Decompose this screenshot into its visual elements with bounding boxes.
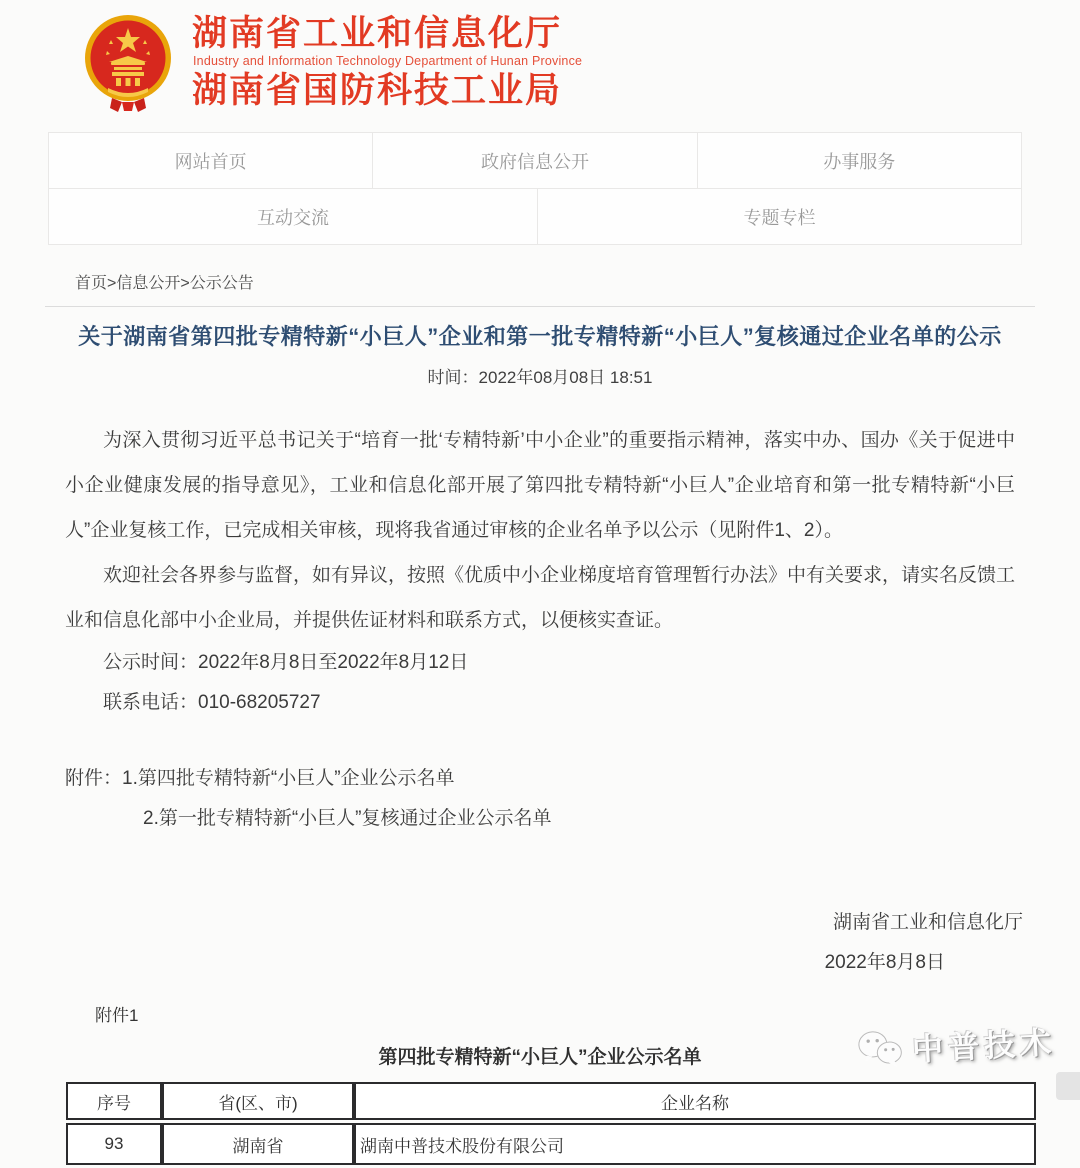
org-name-secondary: 湖南省国防科技工业局 bbox=[192, 70, 563, 110]
nav-item-home[interactable]: 网站首页 bbox=[48, 132, 373, 189]
nav-row-2 bbox=[48, 188, 1022, 245]
page bbox=[45, 0, 1035, 1168]
cell-province: 湖南省 bbox=[162, 1123, 354, 1165]
article-body bbox=[65, 418, 1015, 723]
annex-label: 附件1 bbox=[95, 1006, 139, 1025]
table-header-row bbox=[66, 1082, 1036, 1120]
attachments bbox=[65, 759, 1015, 839]
attachment-item-1: 1.第四批专精特新“小巨人”企业公示名单 bbox=[122, 768, 455, 789]
signature-date: 2022年8月8日 bbox=[824, 952, 945, 973]
scroll-widget-fragment[interactable] bbox=[1056, 1072, 1080, 1100]
table-row bbox=[66, 1123, 1036, 1165]
watermark-text: 中普技术 bbox=[911, 1024, 1057, 1068]
breadcrumb[interactable]: 首页>信息公开>公示公告 bbox=[45, 253, 1035, 307]
paragraph-2: 欢迎社会各界参与监督，如有异议，按照《优质中小企业梯度培育管理暂行办法》中有关要求，请实名反馈工业和信息化部中小企业局，并提供佐证材料和联系方式，以便核实查证。 bbox=[65, 565, 1016, 631]
nav-item-special-columns[interactable]: 专题专栏 bbox=[537, 188, 1022, 245]
notice-period: 公示时间：2022年8月8日至2022年8月12日 bbox=[103, 652, 469, 673]
page-title: 关于湖南省第四批专精特新“小巨人”企业和第一批专精特新“小巨人”复核通过企业名单的公示 bbox=[78, 324, 1002, 349]
annex-table-title: 第四批专精特新“小巨人”企业公示名单 bbox=[378, 1047, 702, 1068]
col-header-province: 省(区、市) bbox=[162, 1082, 354, 1120]
cell-company: 湖南中普技术股份有限公司 bbox=[354, 1123, 1036, 1165]
org-titles bbox=[192, 16, 582, 108]
nav-item-gov-info[interactable]: 政府信息公开 bbox=[372, 132, 697, 189]
attachment-line-1 bbox=[65, 759, 1015, 799]
main-nav bbox=[48, 132, 1022, 245]
contact-phone: 联系电话：010-68205727 bbox=[103, 692, 321, 713]
attachment-item-2: 2.第一批专精特新“小巨人”复核通过企业公示名单 bbox=[143, 808, 552, 829]
signature-block bbox=[45, 903, 1023, 983]
annex-table bbox=[66, 1079, 1036, 1168]
org-name-primary: 湖南省工业和信息化厅 bbox=[192, 14, 563, 54]
org-name-english: Industry and Information Technology Department of Hunan Province bbox=[193, 54, 583, 69]
site-header bbox=[45, 0, 1035, 120]
signature-org: 湖南省工业和信息化厅 bbox=[832, 912, 1023, 933]
national-emblem-icon bbox=[78, 10, 178, 114]
cell-index: 93 bbox=[66, 1123, 162, 1165]
nav-item-services[interactable]: 办事服务 bbox=[697, 132, 1022, 189]
nav-item-interaction[interactable]: 互动交流 bbox=[48, 188, 538, 245]
nav-row-1 bbox=[48, 132, 1022, 189]
paragraph-1: 为深入贯彻习近平总书记关于“培育一批‘专精特新’中小企业”的重要指示精神，落实中办、国办《关于促进中小企业健康发展的指导意见》，工业和信息化部开展了第四批专精特新“小巨人”企业培育和第一批专精特新“小巨人”企业复核工作，已完成相关审核，现将我省通过审核的企业名单予以公示（见附件1、2）。 bbox=[65, 430, 1015, 541]
publish-time: 时间：2022年08月08日 18:51 bbox=[427, 368, 653, 387]
col-header-index: 序号 bbox=[66, 1082, 162, 1120]
attachment-line-2 bbox=[65, 799, 1015, 839]
col-header-company: 企业名称 bbox=[354, 1082, 1036, 1120]
attachments-label: 附件： bbox=[65, 768, 123, 789]
